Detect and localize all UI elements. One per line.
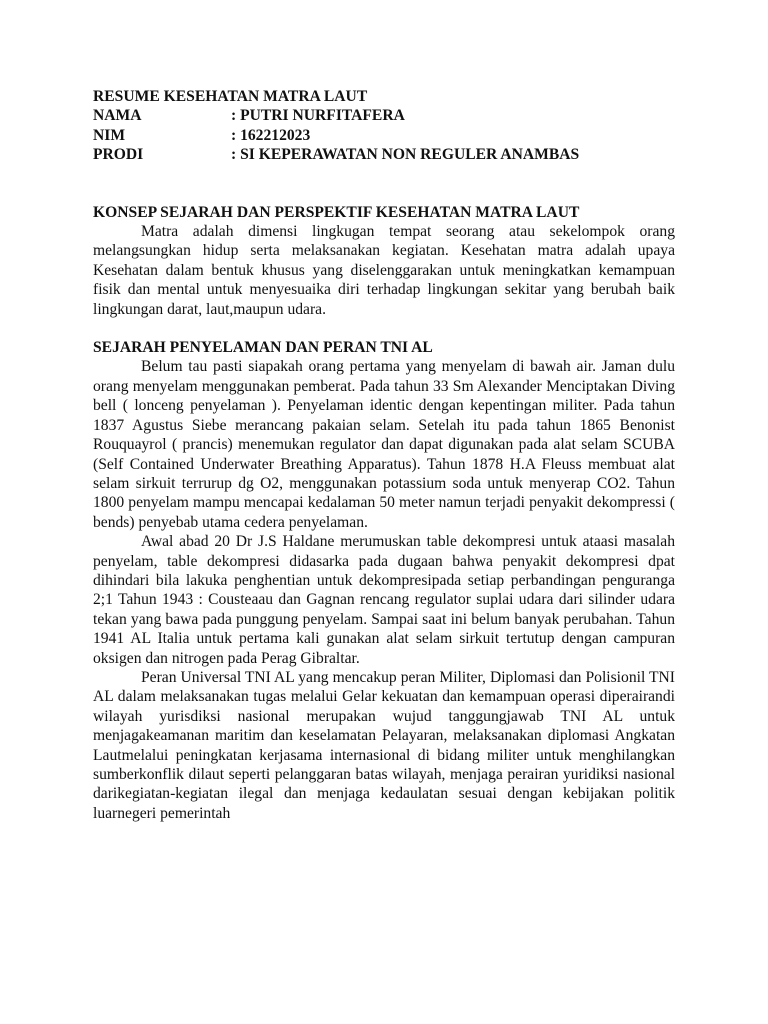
field-value: : PUTRI NURFITAFERA bbox=[231, 107, 405, 125]
field-label: NIM bbox=[93, 126, 126, 144]
section-konsep bbox=[93, 203, 675, 319]
section-heading: KONSEP SEJARAH DAN PERSPEKTIF KESEHATAN MATRA LAUT bbox=[93, 203, 580, 221]
document-title: RESUME KESEHATAN MATRA LAUT bbox=[93, 88, 368, 105]
section-heading: SEJARAH PENYELAMAN DAN PERAN TNI AL bbox=[93, 339, 433, 357]
field-value: : SI KEPERAWATAN NON REGULER ANAMBAS bbox=[231, 146, 580, 164]
paragraph: Belum tau pasti siapakah orang pertama yang menyelam di bawah air. Jaman dulu orang menyelam menggunakan pemberat. Pada tahun 33 Sm Alexander Menciptakan Diving bell ( lonceng penyelaman ). Penyelaman identic dengan kepentingan militer. Pada tahun 1837 Agustus Siebe merancang pakaian selam. Setelah itu pada tahun 1865 Benonist Rouquayrol ( prancis) menemukan regulator dan dapat digunakan pada alat selam SCUBA (Self Contained Underwater Breathing Apparatus). Tahun 1878 H.A Fleuss membuat alat selam sirkuit terrurup dg O2, menggunakan potassium soda untuk menyerap CO2. Tahun 1800 penyelam mampu mencapai kedalaman 50 meter namun terjadi penyakit dekompressi ( bends) penyebab utama cedera penyelaman. bbox=[93, 358, 675, 531]
paragraph: Peran Universal TNI AL yang mencakup peran Militer, Diplomasi dan Polisionil TNI AL dalam melaksanakan tugas melalui Gelar kekuatan dan kemampuan operasi diperairandi wilayah yurisdiksi nasional merupakan wujud tanggungjawab TNI AL untuk menjagakeamanan maritim dan keselamatan Pelayaran, melaksanakan diplomasi Angkatan Lautmelalui peningkatan kerjasama internasional di bidang militer untuk menghilangkan sumberkonflik dilaut seperti pelanggaran batas wilayah, menjaga perairan yuridiksi nasional darikegiatan-kegiatan ilegal dan menjaga kedaulatan sesuai dengan kebijakan politik luarnegeri pemerintah bbox=[93, 668, 675, 822]
document-page bbox=[93, 87, 675, 823]
section-sejarah bbox=[93, 338, 675, 823]
resume-header bbox=[93, 87, 675, 165]
field-row-nama bbox=[93, 106, 675, 125]
field-row-nim bbox=[93, 126, 675, 145]
field-value: : 162212023 bbox=[231, 126, 311, 144]
field-row-prodi bbox=[93, 145, 675, 164]
paragraph: Matra adalah dimensi lingkugan tempat seorang atau sekelompok orang melangsungkan hidup serta melaksanakan kegiatan. Kesehatan matra adalah upaya Kesehatan dalam bentuk khusus yang diselenggarakan untuk meningkatkan kemampuan fisik dan mental untuk menyesuaika diri terhadap lingkungan sekitar yang berubah baik lingkungan darat, laut,maupun udara. bbox=[93, 223, 675, 318]
field-label: PRODI bbox=[93, 146, 144, 164]
field-label: NAMA bbox=[93, 107, 142, 125]
paragraph: Awal abad 20 Dr J.S Haldane merumuskan table dekompresi untuk ataasi masalah penyelam, table dekompresi didasarka pada dugaan bahwa penyakit dekompresi dpat dihindari bila lakuka penghentian untuk dekompresipada setiap perbandingan penguranga 2;1 Tahun 1943 : Cousteaau dan Gagnan rencang regulator suplai udara dari silinder udara tekan yang bawa pada punggung penyelam. Sampai saat ini belum banyak perubahan. Tahun 1941 AL Italia untuk pertama kali gunakan alat selam sirkuit tertutup dengan campuran oksigen dan nitrogen pada Perag Gibraltar. bbox=[93, 533, 675, 667]
